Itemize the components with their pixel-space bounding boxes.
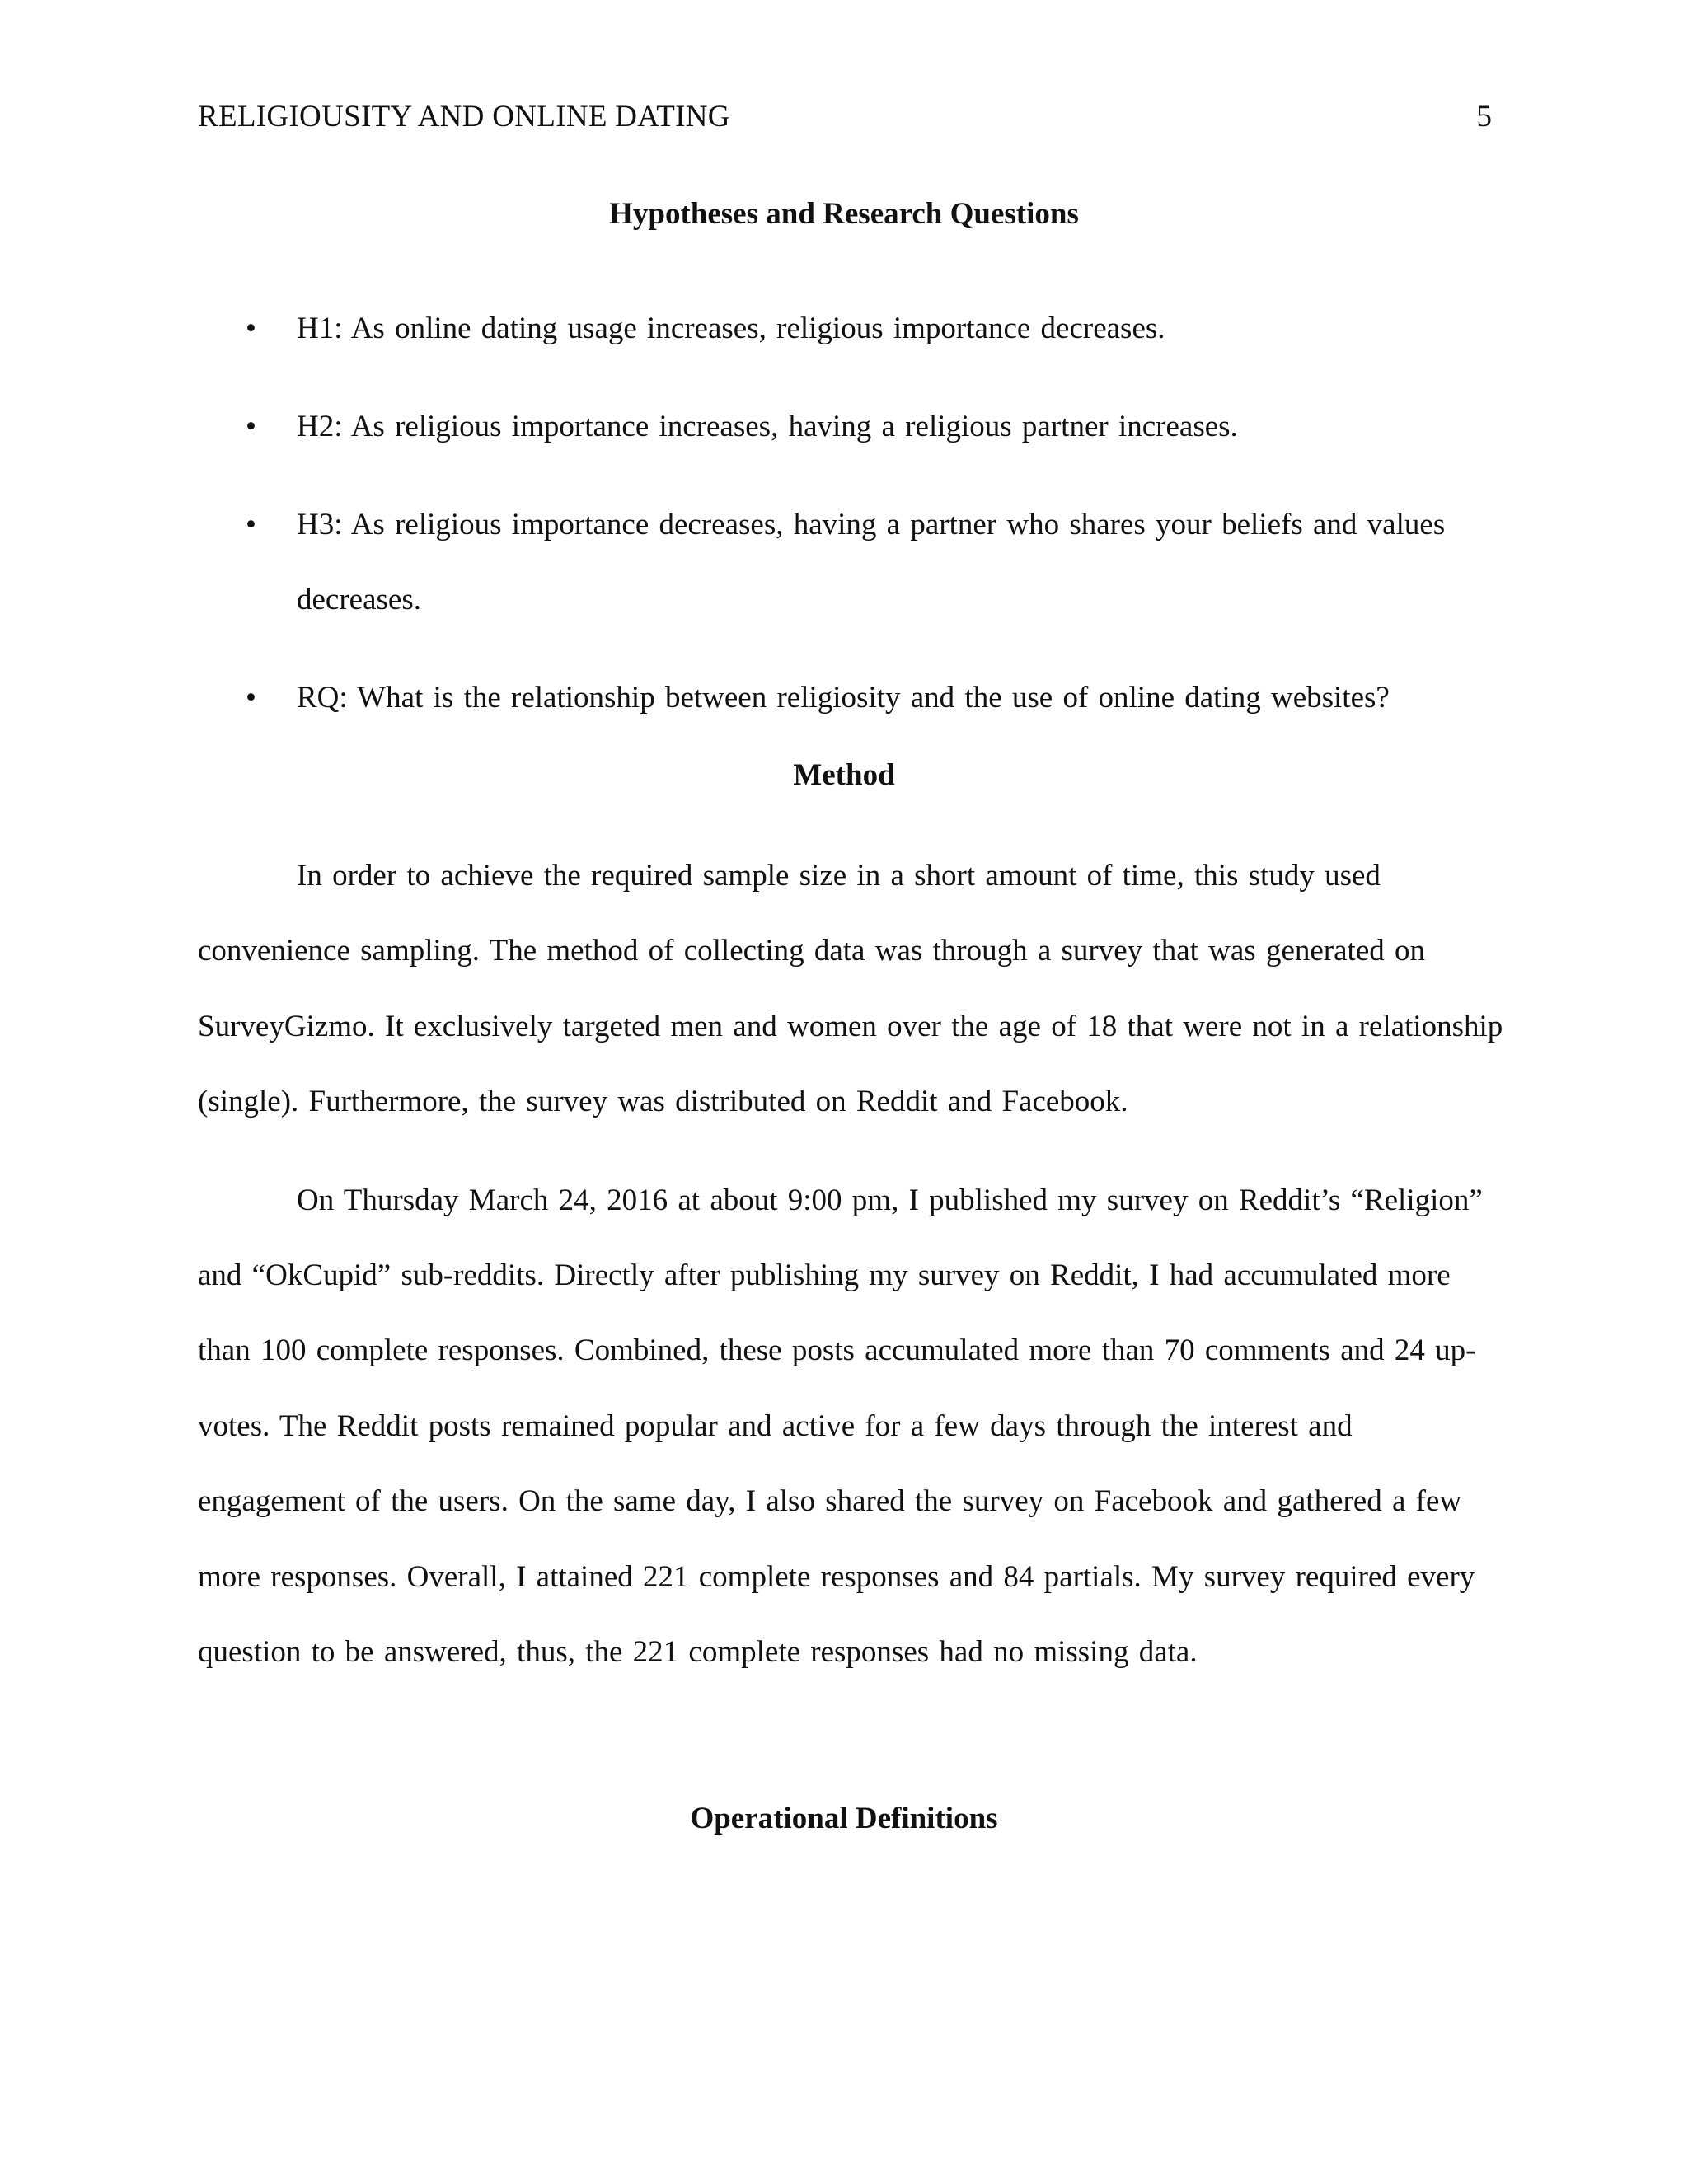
page-number: 5 xyxy=(1476,100,1492,134)
method-body xyxy=(198,838,1508,1713)
hypothesis-text: H1: As online dating usage increases, religious importance decreases. xyxy=(297,312,1165,345)
research-question-item xyxy=(198,660,1500,735)
research-question-text: RQ: What is the relationship between religiosity and the use of online dating websites? xyxy=(297,681,1390,715)
running-head: RELIGIOUSITY AND ONLINE DATING xyxy=(198,100,730,134)
hypothesis-item-h3 xyxy=(198,487,1500,637)
method-heading: Method xyxy=(793,758,895,792)
method-paragraph: In order to achieve the required sample size in a short amount of time, this study used convenience sampling. The method of collecting data was through a survey that was generated on SurveyGizmo. It exclusively targeted men and women over the age of 18 that were not in a relationship (single). Furthermore, the survey was distributed on Reddit and Facebook. xyxy=(198,859,1503,1119)
bullet-icon: • xyxy=(246,410,256,443)
hypotheses-heading: Hypotheses and Research Questions xyxy=(609,197,1079,231)
bullet-icon: • xyxy=(246,508,256,541)
operational-definitions-heading: Operational Definitions xyxy=(690,1802,998,1835)
method-paragraph: On Thursday March 24, 2016 at about 9:00 pm, I published my survey on Reddit’s “Religion” and “OkCupid” sub-reddits. Directly after publishing my survey on Reddit, I had accumulated more than 100 complete responses. Combined, these posts accumulated more than 70 comments and 24 up-votes. The Reddit posts remained popular and active for a few days through the interest and engagement of the users. On the same day, I also shared the survey on Facebook and gathered a few more responses. Overall, I attained 221 complete responses and 84 partials. My survey required every question to be answered, thus, the 221 complete responses had no missing data. xyxy=(198,1183,1483,1670)
hypothesis-text: H2: As religious importance increases, having a religious partner increases. xyxy=(297,410,1238,443)
bullet-icon: • xyxy=(246,681,256,715)
hypotheses-list xyxy=(198,291,1500,758)
hypothesis-item-h1 xyxy=(198,291,1500,366)
hypothesis-item-h2 xyxy=(198,389,1500,464)
hypothesis-text: H3: As religious importance decreases, having a partner who shares your beliefs and values decreases. xyxy=(297,508,1446,616)
bullet-icon: • xyxy=(246,312,256,345)
